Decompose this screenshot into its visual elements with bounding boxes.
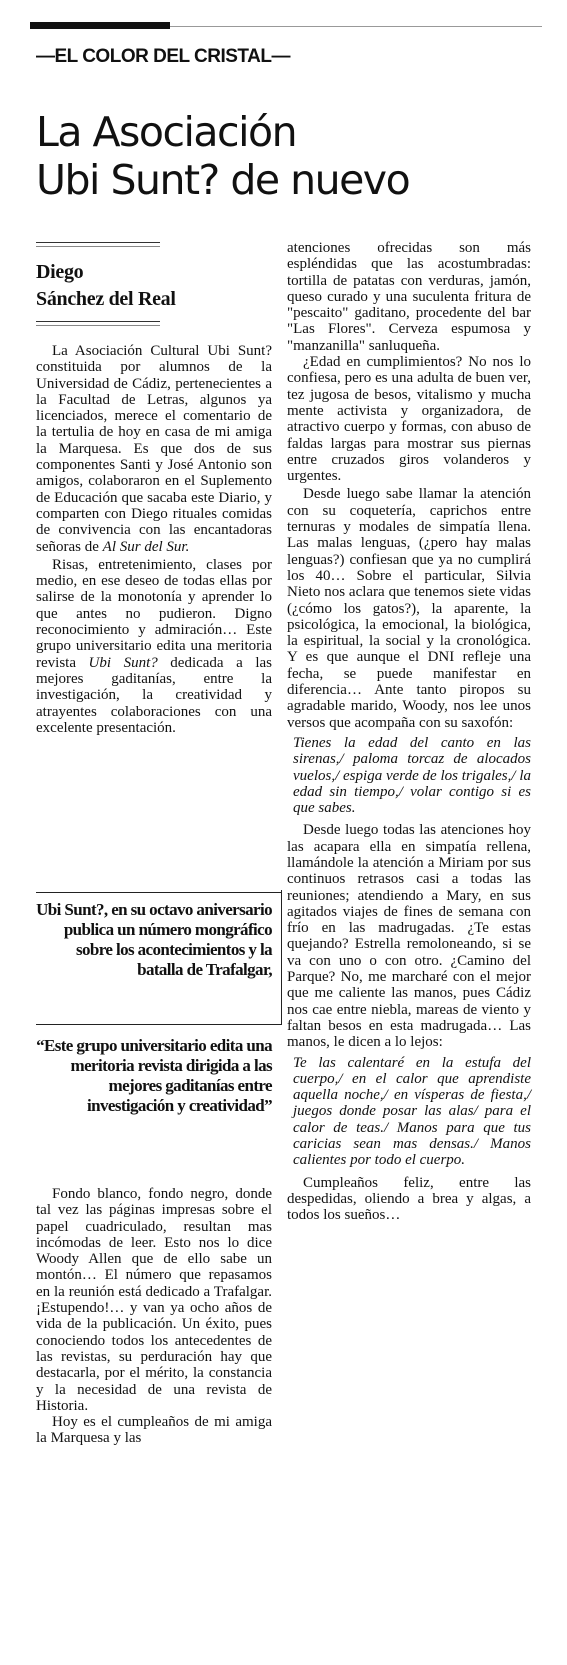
byline [36, 259, 176, 313]
right-paragraph-2: ¿Edad en cumplimientos? No nos lo confiesa, pero es una adulta de buen ver, tez jugosa de besos, vitalismo y mucha mente activista y organizadora, de atractivo cuerpo y formas, con abuso de faldas largas para mostrar sus piernas entre cruzados giros volanderos y urgentes. [287, 354, 531, 485]
paragraph-2: Risas, entretenimiento, clases por medio, en ese deseo de todas ellas por salirse de la monotonía y aprender lo que antes no pudieron. Digno reconocimiento y admiración… Este grupo universitario edita una meritoria revista Ubi Sunt? dedicada a las mejores gaditanías, entre la investigación, la creatividad y atrayentes colaboraciones con una excelente presentación. [36, 556, 272, 736]
verse-1: Tienes la edad del canto en las sirenas,/ paloma torcaz de alocados vuelos,/ espiga verde de los trigales,/ la edad sin tiempo,/ volar contigo si es que sabes. [293, 734, 531, 817]
pullquote-rule-middle [36, 1024, 281, 1025]
author-rule-bottom-2 [36, 325, 160, 326]
left-column-bottom [36, 1186, 272, 1447]
paragraph-3: Fondo blanco, fondo negro, donde tal vez las páginas impresas sobre el papel cuadriculado, resultan mas incómodas de leer. Esto nos lo dice Woody Allen que de ello sabe un montón… El número que repasamos en la reunión está dedicado a Trafalgar. ¡Estupendo!… y van ya ocho años de vida de la publicación. Un éxito, pues conociendo todos los antecedentes de las revistas, su perduración hay que destacarla, por el mérito, la constancia y la necesidad de una revista de Historia. [36, 1186, 272, 1414]
right-paragraph-1: atenciones ofrecidas son más espléndidas que las acostumbradas: tortilla de patatas con verduras, jamón, queso curado y una suculenta fritura de "pescaito" gaditano, procedente del bar "Las Flores". Cerveza espumosa y "manzanilla" sanluqueña. [287, 240, 531, 354]
author-first-name: Diego [36, 261, 84, 283]
author-rule-top-2 [36, 246, 160, 247]
author-rule-bottom [36, 321, 160, 322]
pullquote-2: “Este grupo universitario edita una meritoria revista dirigida a las mejores gaditanías entre investigación y creatividad” [36, 1036, 272, 1115]
paragraph-1-emphasis: Al Sur del Sur. [102, 538, 190, 555]
headline-line-2: Ubi Sunt? de nuevo [36, 156, 410, 204]
top-black-bar [30, 22, 170, 29]
pullquote-rule-vertical [281, 890, 282, 1025]
headline [36, 108, 536, 204]
section-label: —EL COLOR DEL CRISTAL— [36, 46, 290, 67]
top-rule [170, 26, 542, 27]
verse-2: Te las calentaré en la estufa del cuerpo,/ en el calor que aprendiste aquella noche,/ en vísperas de fiesta,/ juegos donde posar las alas/ para el calor de teas./ Manos para que tus caricias sean mas densas./ Manos calientes por todo el cuerpo. [293, 1054, 531, 1169]
author-last-name: Sánchez del Real [36, 288, 176, 310]
left-column-top [36, 343, 272, 736]
paragraph-1: La Asociación Cultural Ubi Sunt? constituida por alumnos de la Universidad de Cádiz, pertenecientes a la Facultad de Letras, algunos ya licenciados, merece el comentario de la tertulia de hoy en casa de mi amiga la Marquesa. Es que dos de sus componentes Santi y José Antonio son amigos, colaboraron en el Suplemento de Educación que sacaba este Diario, y comparten con Diego rituales comidas de convivencia con las encantadoras señoras de Al Sur del Sur. [36, 343, 272, 555]
author-rule-top [36, 242, 160, 243]
pullquote-rule-top [36, 892, 281, 893]
right-paragraph-3: Desde luego sabe llamar la atención con su coquetería, caprichos entre ternuras y modales de simpatía llena. Las malas lenguas, (¿pero hay malas lenguas?) confiesan que ya no cumplirá los 40… Sobre el particular, Silvia Nieto nos aclara que tenemos siete vidas (¿cómo los gatos?), la aparente, la psicológica, la emocional, la biológica, la espiritual, la social y la cronológica. Y es que aunque el DNI refleje una fecha, se puede manifestar en diferencia… Ante tanto piropos su agradable marido, Woody, nos lee unos versos que acompaña con su saxofón: [287, 486, 531, 731]
paragraph-4: Hoy es el cumpleaños de mi amiga la Marquesa y las [36, 1414, 272, 1447]
right-paragraph-5: Cumpleaños feliz, entre las despedidas, oliendo a brea y algas, a todos los sueños… [287, 1174, 531, 1224]
right-paragraph-4: Desde luego todas las atenciones hoy las acapara ella en simpatía rellena, llamándole la atención a Miriam por sus continuos retrasos casi a todas las reuniones; atendiendo a Mary, en sus agitados viajes de fines de semana con frío en las madrugadas. ¿Te estas quejando? Estrella remoloneando, si se va con uno o con otro. ¿Camino del Parque? No, me marcharé con el mejor que me caliente las manos, pues Cádiz nos cae entre niebla, mareas de viento y faltan besos en esta madrugada… Las manos, le dicen a lo lejos: [287, 822, 531, 1051]
pullquote-1: Ubi Sunt?, en su octavo aniversario publica un número mongráfico sobre los acontecimientos y la batalla de Trafalgar, [36, 900, 272, 979]
right-column [287, 240, 531, 1224]
paragraph-2-emphasis: Ubi Sunt? [88, 654, 158, 671]
headline-line-1: La Asociación [36, 108, 297, 156]
